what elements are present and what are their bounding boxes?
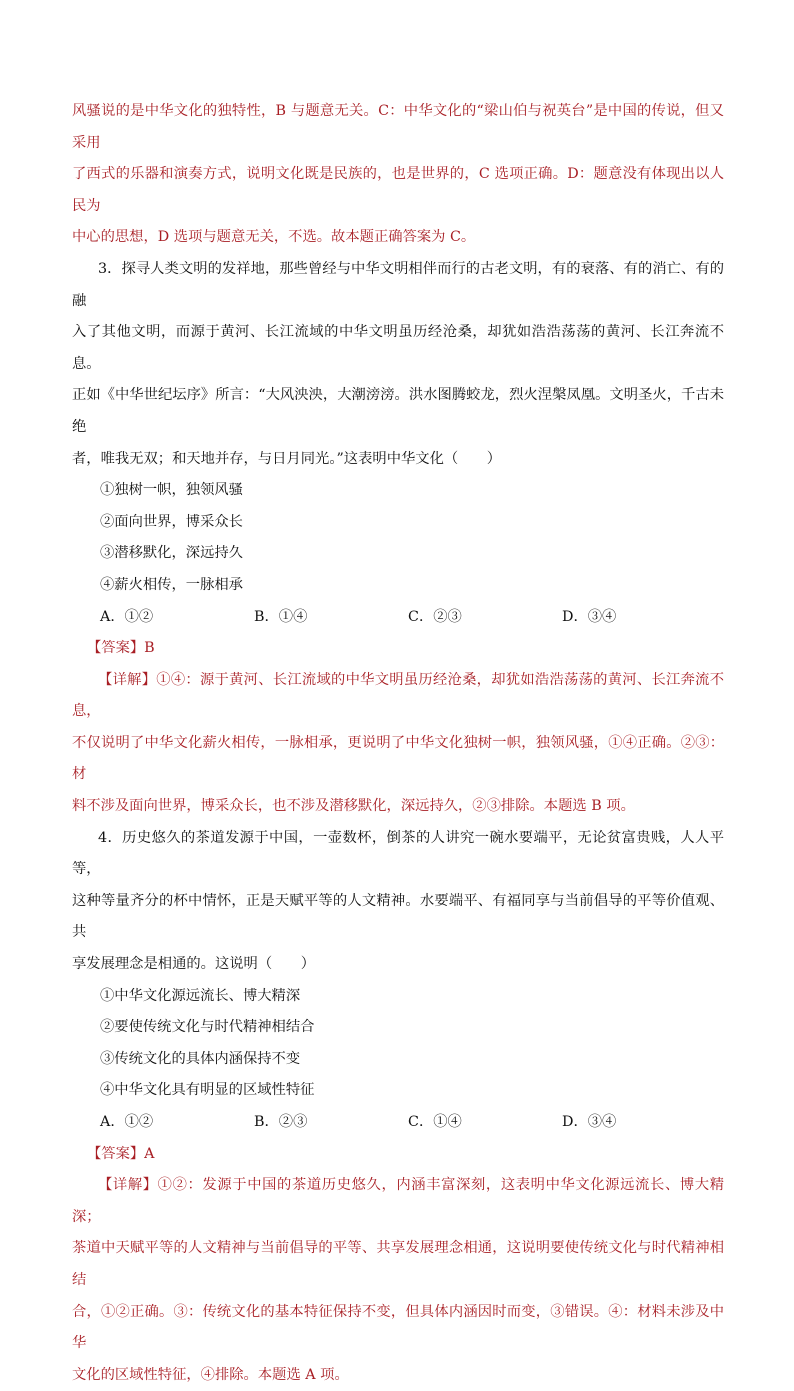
answer-label: 【答案】A: [87, 1145, 155, 1162]
analysis-line: 合，①②正确。③：传统文化的基本特征保持不变，但具体内涵因时而变，③错误。④：材料未涉及中华: [72, 1303, 724, 1352]
previous-analysis-continuation: [72, 96, 724, 254]
choice-a: A．①②: [100, 608, 154, 625]
choice-d: D．③④: [562, 608, 617, 625]
question-stem-line: 3．探寻人类文明的发祥地，那些曾经与中华文明相伴而行的古老文明，有的衰落、有的消亡、有的融: [72, 260, 724, 309]
statement-option: ③潜移默化，深远持久: [100, 545, 243, 562]
answer-choices: [72, 602, 724, 634]
choice-b: B．②③: [254, 1114, 308, 1130]
choice-d: D．③④: [562, 1114, 617, 1130]
analysis-line: 中心的思想，D 选项与题意无关，不选。故本题正确答案为 C。: [72, 229, 476, 246]
statement-option: ①中华文化源远流长、博大精深: [100, 987, 301, 1004]
question-stem-line: 者，唯我无双；和天地并存，与日月同光。”这表明中华文化（ ）: [72, 450, 502, 467]
statement-option: ②面向世界，博采众长: [100, 513, 243, 530]
analysis-line: 文化的区域性特征，④排除。本题选 A 项。: [72, 1366, 349, 1383]
question-stem-line: 这种等量齐分的杯中情怀，正是天赋平等的人文精神。水要端平、有福同享与当前倡导的平等价值观、共: [72, 892, 724, 941]
question-stem-line: 入了其他文明，而源于黄河、长江流域的中华文明虽历经沧桑，却犹如浩浩荡荡的黄河、长江奔流不息。: [72, 324, 724, 372]
statement-option: ①独树一帜，独领风骚: [100, 482, 243, 499]
analysis-line: 了西式的乐器和演奏方式，说明文化既是民族的，也是世界的，C 选项正确。D：题意没有体现出以人民为: [72, 166, 724, 214]
choice-b: B．①④: [254, 608, 308, 625]
statement-option: ③传统文化的具体内涵保持不变: [100, 1050, 301, 1067]
statement-option: ④中华文化具有明显的区域性特征: [100, 1082, 315, 1099]
choice-c: C．①④: [408, 1114, 462, 1130]
analysis-line: 风骚说的是中华文化的独特性，B 与题意无关。C：中华文化的“梁山伯与祝英台”是中国的传说，但又采用: [72, 103, 724, 151]
analysis-line: 茶道中天赋平等的人文精神与当前倡导的平等、共享发展理念相通，这说明要使传统文化与时代精神相结: [72, 1240, 724, 1288]
analysis-line: 料不涉及面向世界，博采众长，也不涉及潜移默化，深远持久，②③排除。本题选 B 项。: [72, 798, 635, 815]
question-stem-line: 正如《中华世纪坛序》所言：“大风泱泱，大潮滂滂。洪水图腾蛟龙，烈火涅槃凤凰。文明圣火，千古未绝: [72, 387, 724, 435]
statement-option: ②要使传统文化与时代精神相结合: [100, 1019, 315, 1036]
choice-c: C．②③: [408, 608, 462, 625]
choice-a: A．①②: [100, 1114, 154, 1130]
document-page: [72, 96, 724, 1391]
analysis-line: 【详解】①④：源于黄河、长江流域的中华文明虽历经沧桑，却犹如浩浩荡荡的黄河、长江奔流不息，: [72, 671, 724, 720]
analysis-line: 不仅说明了中华文化薪火相传，一脉相承，更说明了中华文化独树一帜，独领风骚，①④正确。②③：材: [72, 734, 724, 783]
question-3: [72, 254, 724, 823]
analysis-line: 【详解】①②：发源于中国的茶道历史悠久，内涵丰富深刻，这表明中华文化源远流长、博大精深；: [72, 1177, 724, 1225]
question-4: [72, 823, 724, 1391]
answer-label: 【答案】B: [87, 640, 155, 657]
statement-option: ④薪火相传，一脉相承: [100, 576, 243, 593]
question-stem-line: 享发展理念是相通的。这说明（ ）: [72, 956, 316, 973]
question-stem-line: 4．历史悠久的茶道发源于中国，一壶数杯，倒茶的人讲究一碗水要端平，无论贫富贵贱，人人平等，: [72, 829, 724, 878]
